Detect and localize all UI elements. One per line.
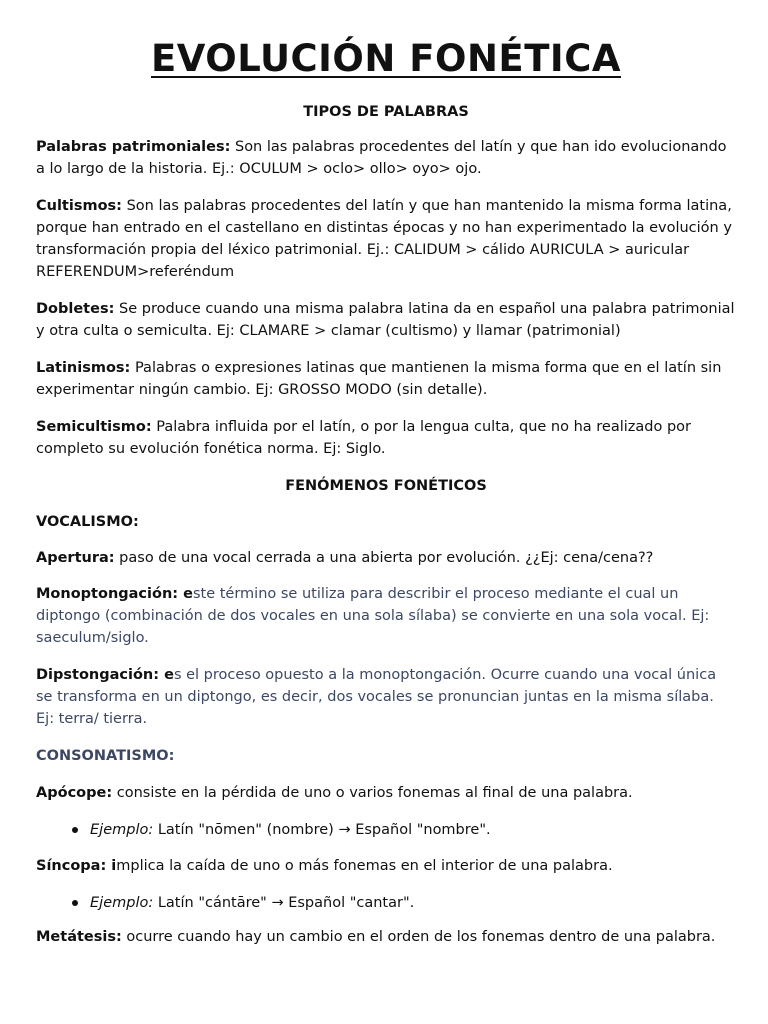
term-label: Dipstongación: e: [36, 667, 174, 683]
term-label: Apócope:: [36, 785, 113, 801]
example-label: Ejemplo:: [90, 895, 154, 911]
term-label: Palabras patrimoniales:: [36, 139, 231, 155]
definition-text: Palabras o expresiones latinas que mantienen la misma forma que en el latín sin experimentar ningún cambio. Ej: GROSSO MODO (sin detalle).: [36, 360, 722, 398]
definition-dobletes: [36, 298, 736, 342]
definition-text: mplica la caída de uno o más fonemas en el interior de una palabra.: [116, 858, 613, 874]
definition-semicultismo: [36, 416, 736, 460]
apertura-entry: [36, 547, 736, 569]
sincopa-entry: [36, 855, 736, 877]
example-text: Latín "nōmen" (nombre) → Español "nombre".: [153, 822, 491, 838]
example-label: Ejemplo:: [90, 822, 154, 838]
term-label: Dobletes:: [36, 301, 115, 317]
monoptongacion-entry: [36, 583, 736, 649]
term-label: Cultismos:: [36, 198, 122, 214]
diptongacion-entry: [36, 664, 736, 730]
term-label: Latinismos:: [36, 360, 131, 376]
list-item: [90, 819, 736, 841]
section-heading-fenomenos: FENÓMENOS FONÉTICOS: [285, 478, 487, 494]
term-label: Síncopa: i: [36, 858, 117, 874]
term-label: Metátesis:: [36, 929, 122, 945]
definition-text: consiste en la pérdida de uno o varios fonemas al final de una palabra.: [112, 785, 633, 801]
vocalismo-label: VOCALISMO:: [36, 514, 139, 530]
document-page: [36, 34, 736, 948]
sincopa-example-list: [36, 892, 736, 914]
term-label: Semicultismo:: [36, 419, 152, 435]
definition-text: ste término se utiliza para describir el proceso mediante el cual un diptongo (combinación de dos vocales en una sola sílaba) se convierte en una sola vocal. Ej: saeculum/siglo.: [36, 586, 710, 646]
metatesis-entry: [36, 926, 736, 948]
definition-text: paso de una vocal cerrada a una abierta por evolución. ¿¿Ej: cena/cena??: [114, 550, 654, 566]
section-heading-tipos: TIPOS DE PALABRAS: [303, 104, 469, 120]
apocope-entry: [36, 782, 736, 804]
definition-text: Palabra influida por el latín, o por la lengua culta, que no ha realizado por completo su evolución fonética norma. Ej: Siglo.: [36, 419, 691, 457]
term-label: Monoptongación: e: [36, 586, 193, 602]
definition-text: Son las palabras procedentes del latín y que han ido evolucionando a lo largo de la historia. Ej.: OCULUM > oclo> ollo> oyo> ojo.: [36, 139, 727, 177]
definition-patrimoniales: [36, 136, 736, 180]
apocope-example-list: [36, 819, 736, 841]
term-label: Apertura:: [36, 550, 115, 566]
definition-cultismos: [36, 195, 736, 283]
definition-text: ocurre cuando hay un cambio en el orden de los fonemas dentro de una palabra.: [121, 929, 716, 945]
definition-text: Se produce cuando una misma palabra latina da en español una palabra patrimonial y otra culta o semiculta. Ej: CLAMARE > clamar (cultismo) y llamar (patrimonial): [36, 301, 735, 339]
definition-text: s el proceso opuesto a la monoptongación. Ocurre cuando una vocal única se transforma en un diptongo, es decir, dos vocales se pronuncian juntas en la misma sílaba. Ej: terra/ tierra.: [36, 667, 717, 727]
list-item: [90, 892, 736, 914]
definition-latinismos: [36, 357, 736, 401]
consonatismo-label: CONSONATISMO:: [36, 748, 175, 764]
example-text: Latín "cántāre" → Español "cantar".: [153, 895, 415, 911]
definition-text: Son las palabras procedentes del latín y que han mantenido la misma forma latina, porque han entrado en el castellano en distintas épocas y no han experimentado la evolución y transformación propia del léxico patrimonial. Ej.: CALIDUM > cálido AURICULA > auricular REFERENDUM>referéndum: [36, 198, 732, 280]
page-title: EVOLUCIÓN FONÉTICA: [150, 37, 621, 80]
